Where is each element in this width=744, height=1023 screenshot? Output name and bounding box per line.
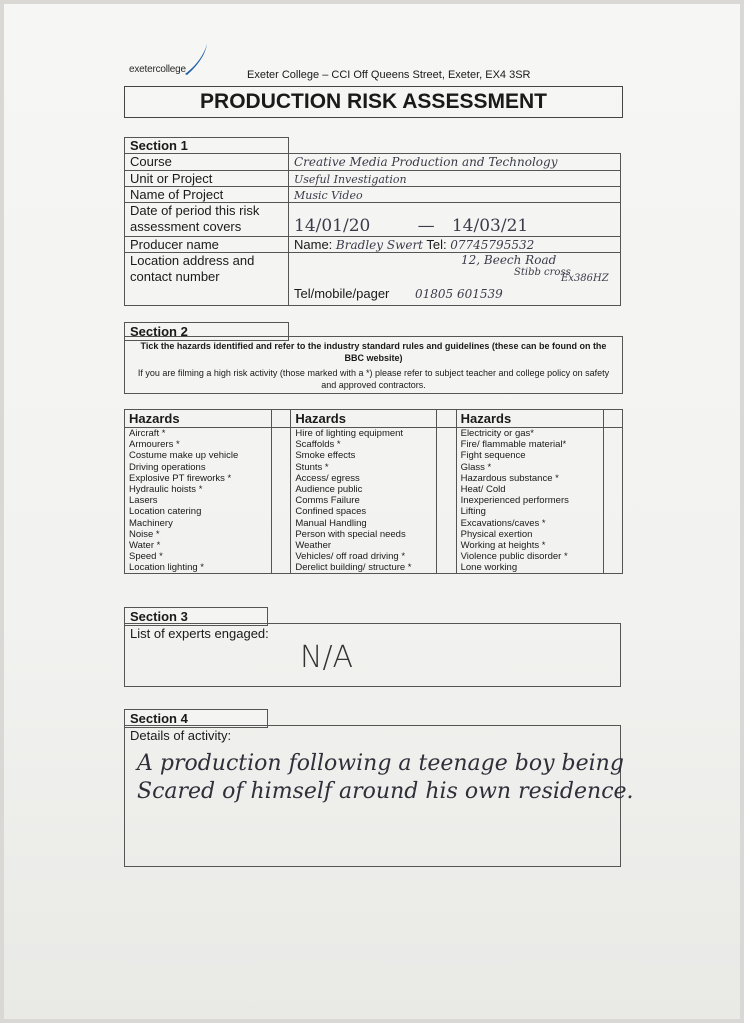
hazard-tick-box[interactable] — [272, 518, 291, 529]
hazards-table — [124, 409, 623, 574]
tel-prefix: Tel: — [426, 237, 447, 252]
hazard-item: Speed * — [125, 551, 272, 562]
hazard-item: Hazardous substance * — [456, 473, 603, 484]
date-separator: — — [417, 216, 435, 236]
producer-value: Bradley Swert — [335, 238, 423, 252]
section2-instruction: If you are filming a high risk activity (those marked with a *) please refer to subject teacher and college policy on safety and approved contractors. — [137, 368, 610, 390]
hazard-tick-box[interactable] — [272, 551, 291, 562]
hazard-tick-box[interactable] — [603, 495, 622, 506]
hazard-item: Weather — [291, 540, 437, 551]
hazard-tick-box[interactable] — [272, 439, 291, 450]
section4-box — [124, 725, 634, 867]
hazard-tick-box[interactable] — [272, 529, 291, 540]
hazard-item: Heat/ Cold — [456, 484, 603, 495]
hazard-item: Stunts * — [291, 462, 437, 473]
hazard-item: Water * — [125, 540, 272, 551]
address-line1: 12, Beech Road — [461, 253, 557, 267]
hazards-header-1: Hazards — [125, 410, 272, 428]
hazard-tick-box[interactable] — [437, 462, 456, 473]
hazard-tick-box[interactable] — [603, 450, 622, 461]
section3-heading: Section 3 — [124, 607, 268, 626]
hazard-tick-box[interactable] — [437, 518, 456, 529]
hazard-tick-box[interactable] — [272, 495, 291, 506]
location-label: Location address and contact number — [125, 253, 289, 306]
paper-sheet — [4, 4, 740, 1019]
hazard-item: Lone working — [456, 562, 603, 574]
hazard-tick-box[interactable] — [603, 428, 622, 440]
hazard-tick-box[interactable] — [603, 529, 622, 540]
dates-label: Date of period this risk assessment covers — [125, 203, 289, 237]
hazard-item: Audience public — [291, 484, 437, 495]
address-line2: Stibb cross — [514, 267, 571, 278]
hazard-tick-box[interactable] — [603, 484, 622, 495]
hazard-item: Manual Handling — [291, 518, 437, 529]
hazard-tick-box[interactable] — [272, 506, 291, 517]
activity-line1: A production following a teenage boy being — [137, 751, 624, 776]
hazard-tick-box[interactable] — [272, 450, 291, 461]
hazard-item: Hydraulic hoists * — [125, 484, 272, 495]
college-address: Exeter College – CCI Off Queens Street, Exeter, EX4 3SR — [247, 69, 531, 81]
hazard-item: Confined spaces — [291, 506, 437, 517]
hazard-item: Excavations/caves * — [456, 518, 603, 529]
experts-value: N/A — [300, 640, 354, 675]
hazard-item: Derelict building/ structure * — [291, 562, 437, 574]
date-from: 14/01/20 — [294, 216, 371, 236]
hazard-item: Fight sequence — [456, 450, 603, 461]
logo-swoosh-icon — [183, 42, 211, 76]
hazard-item: Physical exertion — [456, 529, 603, 540]
hazard-tick-box[interactable] — [437, 551, 456, 562]
hazard-item: Explosive PT fireworks * — [125, 473, 272, 484]
hazard-tick-box[interactable] — [603, 551, 622, 562]
page-title: PRODUCTION RISK ASSESSMENT — [124, 86, 623, 118]
hazard-item: Fire/ flammable material* — [456, 439, 603, 450]
hazard-tick-box[interactable] — [437, 450, 456, 461]
hazard-tick-box[interactable] — [272, 540, 291, 551]
hazard-tick-box[interactable] — [603, 473, 622, 484]
section3-box — [124, 623, 621, 687]
hazard-item: Scaffolds * — [291, 439, 437, 450]
hazard-item: Hire of lighting equipment — [291, 428, 437, 440]
hazard-tick-box[interactable] — [603, 540, 622, 551]
unit-value: Useful Investigation — [294, 173, 407, 186]
hazard-item: Vehicles/ off road driving * — [291, 551, 437, 562]
tick-box-header — [272, 410, 291, 428]
experts-label: List of experts engaged: — [130, 626, 269, 641]
section1-heading: Section 1 — [125, 138, 289, 154]
hazard-tick-box[interactable] — [603, 562, 622, 574]
hazard-item: Lasers — [125, 495, 272, 506]
hazard-item: Person with special needs — [291, 529, 437, 540]
unit-label: Unit or Project — [125, 171, 289, 187]
section2-instruction-bold: Tick the hazards identified and refer to the industry standard rules and guidelines (these can be found on the BBC website) — [140, 341, 607, 363]
hazard-tick-box[interactable] — [603, 462, 622, 473]
tick-box-header — [603, 410, 622, 428]
telmobile-value: 01805 601539 — [415, 287, 503, 301]
name-prefix: Name: — [294, 237, 333, 252]
hazard-item: Electricity or gas* — [456, 428, 603, 440]
date-to: 14/03/21 — [451, 216, 529, 236]
college-logo — [129, 64, 186, 75]
logo-wordmark: exetercollege — [129, 64, 186, 75]
hazard-item: Smoke effects — [291, 450, 437, 461]
hazard-tick-box[interactable] — [603, 518, 622, 529]
project-value: Music Video — [294, 189, 363, 202]
hazard-tick-box[interactable] — [272, 462, 291, 473]
hazard-tick-box[interactable] — [272, 562, 291, 574]
hazard-tick-box[interactable] — [437, 495, 456, 506]
activity-line2: Scared of himself around his own residence. — [137, 779, 634, 804]
hazard-tick-box[interactable] — [272, 484, 291, 495]
hazard-item: Driving operations — [125, 462, 272, 473]
section4-heading: Section 4 — [124, 709, 268, 728]
section2-heading: Section 2 — [124, 322, 289, 341]
tick-box-header — [437, 410, 456, 428]
hazard-item: Glass * — [456, 462, 603, 473]
hazard-tick-box[interactable] — [437, 506, 456, 517]
hazard-tick-box[interactable] — [437, 428, 456, 440]
hazard-item: Working at heights * — [456, 540, 603, 551]
hazards-header-3: Hazards — [456, 410, 603, 428]
hazard-item: Machinery — [125, 518, 272, 529]
hazard-tick-box[interactable] — [272, 428, 291, 440]
project-label: Name of Project — [125, 187, 289, 203]
activity-label: Details of activity: — [130, 728, 232, 743]
hazard-item: Lifting — [456, 506, 603, 517]
section2-instructions — [124, 336, 623, 394]
hazard-tick-box[interactable] — [437, 439, 456, 450]
hazard-tick-box[interactable] — [437, 473, 456, 484]
producer-label: Producer name — [125, 237, 289, 253]
hazard-item: Location lighting * — [125, 562, 272, 574]
hazard-item: Comms Failure — [291, 495, 437, 506]
telmobile-label: Tel/mobile/pager — [294, 286, 390, 301]
hazard-item: Location catering — [125, 506, 272, 517]
hazard-tick-box[interactable] — [437, 540, 456, 551]
hazard-item: Access/ egress — [291, 473, 437, 484]
postcode: Ex386HZ — [561, 273, 609, 284]
section1-table — [124, 137, 621, 306]
hazard-item: Noise * — [125, 529, 272, 540]
hazard-tick-box[interactable] — [603, 506, 622, 517]
hazard-item: Inexperienced performers — [456, 495, 603, 506]
tel-value: 07745795532 — [450, 238, 535, 252]
hazard-item: Aircraft * — [125, 428, 272, 440]
hazard-tick-box[interactable] — [603, 439, 622, 450]
hazard-tick-box[interactable] — [272, 473, 291, 484]
hazard-item: Armourers * — [125, 439, 272, 450]
hazards-header-2: Hazards — [291, 410, 437, 428]
hazard-tick-box[interactable] — [437, 484, 456, 495]
hazard-item: Violence public disorder * — [456, 551, 603, 562]
hazard-tick-box[interactable] — [437, 562, 456, 574]
hazard-tick-box[interactable] — [437, 529, 456, 540]
course-label: Course — [125, 154, 289, 171]
hazard-item: Costume make up vehicle — [125, 450, 272, 461]
course-value: Creative Media Production and Technology — [294, 155, 558, 169]
